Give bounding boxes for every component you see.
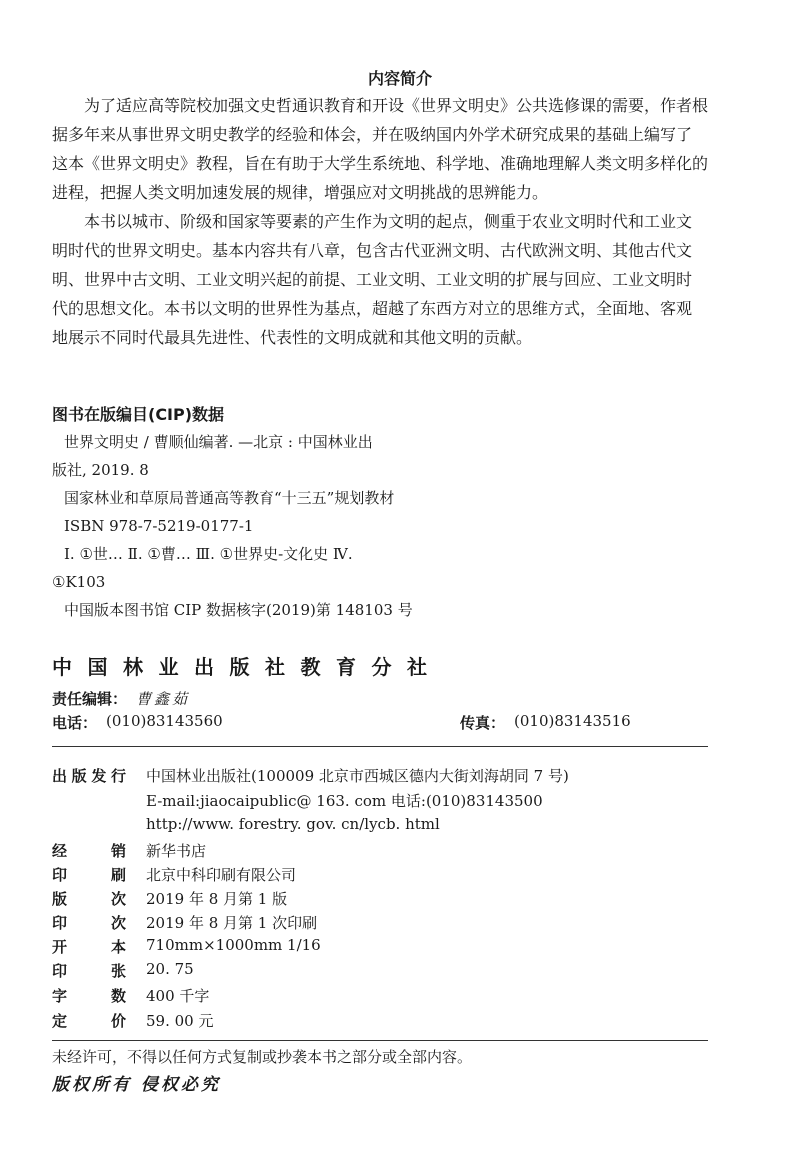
- divider: [52, 746, 708, 747]
- summary-line: 为了适应高等院校加强文史哲通识教育和开设《世界文明史》公共选修课的需要，作者根: [84, 96, 709, 115]
- fax-label: 传真：: [460, 714, 506, 732]
- imprint-value-publish: 中国林业出版社(100009 北京市西城区德内大街刘海胡同 7 号): [146, 767, 569, 785]
- publisher-heading: 中国林业出版社教育分社: [52, 655, 443, 679]
- imprint-value-printing: 2019 年 8 月第 1 次印刷: [146, 914, 318, 932]
- imprint-label-format: 开 本: [52, 938, 126, 956]
- summary-line: 本书以城市、阶级和国家等要素的产生作为文明的起点，侧重于农业文明时代和工业文: [84, 212, 693, 231]
- fax-value: (010)83143516: [514, 712, 631, 730]
- cip-line: 中国版本图书馆 CIP 数据核字(2019)第 148103 号: [64, 601, 413, 619]
- cip-line: Ⅰ. ①世… Ⅱ. ①曹… Ⅲ. ①世界史-文化史 Ⅳ.: [64, 545, 353, 563]
- summary-line: 进程，把握人类文明加速发展的规律，增强应对文明挑战的思辨能力。: [52, 183, 549, 202]
- summary-paragraph-1: [52, 91, 752, 207]
- imprint-value-wordcount: 400 千字: [146, 987, 210, 1005]
- imprint-value-distributor: 新华书店: [146, 842, 207, 860]
- imprint-value-email: E-mail:jiaocaipublic@ 163. com 电话:(010)83143500: [146, 792, 543, 810]
- summary-line: 明时代的世界文明史。基本内容共有八章，包含古代亚洲文明、古代欧洲文明、其他古代文: [52, 241, 693, 260]
- phone-value: (010)83143560: [106, 712, 223, 730]
- imprint-label-printer: 印 刷: [52, 866, 126, 884]
- imprint-label-publish: 出 版 发 行: [52, 767, 126, 785]
- rights-reserved: 版权所有 侵权必究: [52, 1075, 221, 1095]
- phone-label: 电话：: [52, 714, 98, 732]
- cip-title: 图书在版编目(CIP)数据: [52, 405, 225, 424]
- editor-label: 责任编辑：: [52, 690, 128, 708]
- summary-line: 明、世界中古文明、工业文明兴起的前提、工业文明、工业文明的扩展与回应、工业文明时: [52, 270, 693, 289]
- cip-line: ISBN 978-7-5219-0177-1: [64, 517, 254, 535]
- cip-line: 版社, 2019. 8: [52, 461, 149, 479]
- summary-line: 这本《世界文明史》教程，旨在有助于大学生系统地、科学地、准确地理解人类文明多样化的: [52, 154, 709, 173]
- editor-name: 曹鑫茹: [136, 690, 191, 708]
- summary-title: 内容简介: [367, 69, 432, 88]
- imprint-label-price: 定 价: [52, 1012, 126, 1030]
- imprint-value-edition: 2019 年 8 月第 1 版: [146, 890, 288, 908]
- imprint-value-price: 59. 00 元: [146, 1012, 214, 1030]
- imprint-value-printer: 北京中科印刷有限公司: [146, 866, 297, 884]
- cip-line: ①K103: [52, 573, 106, 591]
- cip-line: 世界文明史 / 曹顺仙编著. —北京 : 中国林业出: [64, 433, 373, 451]
- divider: [52, 1040, 708, 1041]
- imprint-label-wordcount: 字 数: [52, 987, 126, 1005]
- summary-line: 据多年来从事世界文明史教学的经验和体会，并在吸纳国内外学术研究成果的基础上编写了: [52, 125, 693, 144]
- copyright-notice: 未经许可，不得以任何方式复制或抄袭本书之部分或全部内容。: [52, 1048, 473, 1066]
- imprint-label-printing: 印 次: [52, 914, 126, 932]
- imprint-value-sheets: 20. 75: [146, 960, 194, 978]
- imprint-value-format: 710mm×1000mm 1/16: [146, 936, 321, 954]
- summary-paragraph-2: [52, 207, 752, 352]
- imprint-label-sheets: 印 张: [52, 962, 126, 980]
- imprint-label-distributor: 经 销: [52, 842, 126, 860]
- imprint-label-edition: 版 次: [52, 890, 126, 908]
- cip-line: 国家林业和草原局普通高等教育“十三五”规划教材: [64, 489, 395, 507]
- summary-line: 地展示不同时代最具先进性、代表性的文明成就和其他文明的贡献。: [52, 328, 533, 347]
- imprint-value-url[interactable]: http://www. forestry. gov. cn/lycb. html: [146, 815, 440, 833]
- summary-line: 代的思想文化。本书以文明的世界性为基点，超越了东西方对立的思维方式，全面地、客观: [52, 299, 693, 318]
